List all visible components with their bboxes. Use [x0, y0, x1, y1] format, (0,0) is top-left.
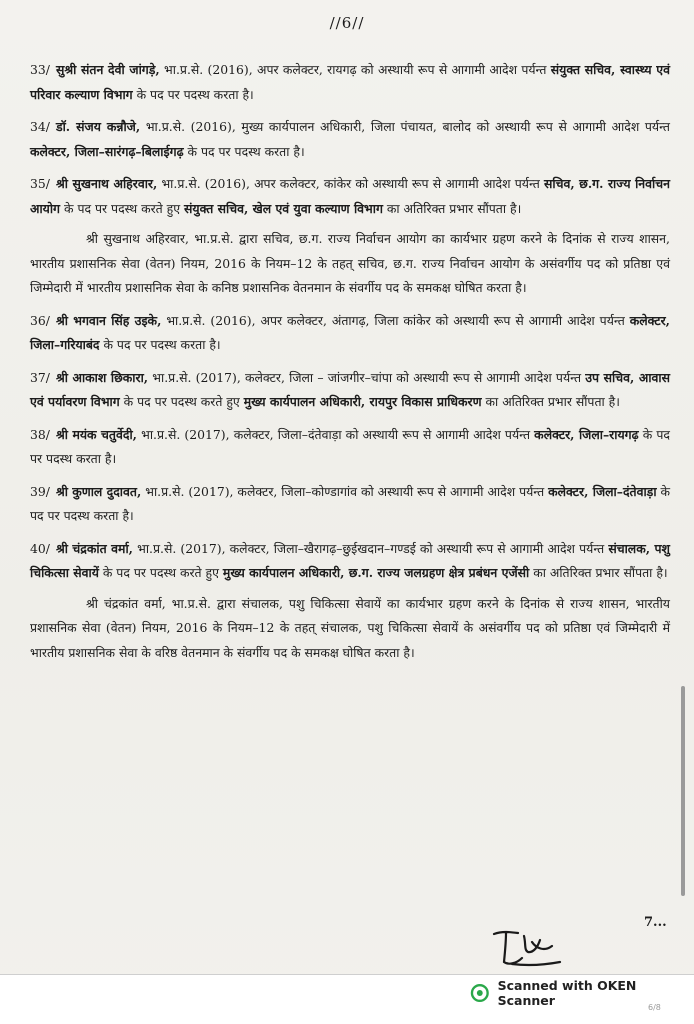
page-number-header: //6//: [329, 14, 365, 32]
item-number: 37/: [30, 369, 50, 385]
scroll-indicator: [681, 686, 685, 896]
scanner-label: Scanned with OKEN Scanner: [497, 978, 637, 1008]
item-number: 33/: [30, 62, 50, 77]
item-text-tail: के पद पर पदस्थ करता है।: [132, 86, 254, 102]
additional-charge: मुख्य कार्यपालन अधिकारी, छ.ग. राज्य जलग्रहण क्षेत्र प्रबंधन एजेंसी: [222, 565, 530, 580]
officer-name: श्री कुणाल दुदावत,: [55, 483, 142, 499]
order-item-38: [30, 423, 670, 472]
item-text-mid: के पद पर पदस्थ करते हुए: [98, 565, 223, 580]
item-text: भा.प्र.से. (2017), कलेक्टर, जिला–खैरागढ़–छुईखदान–गण्डई को अस्थायी रूप से आगामी आदेश पर्यन्त: [132, 540, 609, 556]
order-item-35: [30, 172, 670, 221]
item-text: भा.प्र.से. (2017), कलेक्टर, जिला–कोण्डागांव को अस्थायी रूप से आगामी आदेश पर्यन्त: [141, 483, 549, 499]
continued-page-marker: 7...: [644, 915, 667, 930]
item-text: भा.प्र.से. (2016), मुख्य कार्यपालन अधिकारी, जिला पंचायत, बालोद को अस्थायी रूप से आगामी आदेश पर्यन्त: [140, 119, 670, 134]
item-text-tail: के पद पर पदस्थ करता है।: [183, 143, 305, 159]
item-text: भा.प्र.से. (2016), अपर कलेक्टर, कांकेर को अस्थायी रूप से आगामी आदेश पर्यन्त: [157, 176, 544, 191]
posting-designation: कलेक्टर, जिला–रायगढ़: [534, 426, 639, 442]
item-text-tail: का अतिरिक्त प्रभार सौंपता है।: [382, 200, 522, 216]
item-text-tail: के पद पर पदस्थ करता है।: [30, 483, 670, 523]
scan-page-count: 6/8: [648, 1003, 661, 1012]
officer-name: सुश्री संतन देवी जांगड़े,: [55, 62, 160, 77]
order-body: [30, 58, 670, 673]
order-item-37: [30, 366, 670, 415]
officer-name: श्री मयंक चतुर्वेदी,: [55, 426, 137, 442]
item-number: 36/: [30, 312, 50, 328]
item-text-tail: के पद पर पदस्थ करता है।: [99, 337, 221, 352]
order-item-39: [30, 480, 670, 529]
item-text: भा.प्र.से. (2016), अपर कलेक्टर, रायगढ़ को अस्थायी रूप से आगामी आदेश पर्यन्त: [159, 62, 551, 77]
order-item-34: [30, 115, 670, 164]
item-text: भा.प्र.से. (2016), अपर कलेक्टर, अंतागढ़, जिला कांकेर को अस्थायी रूप से आगामी आदेश पर्यन्त: [161, 312, 630, 328]
order-item-40: [30, 537, 670, 586]
item-text: भा.प्र.से. (2017), कलेक्टर, जिला–दंतेवाड़ा को अस्थायी रूप से आगामी आदेश पर्यन्त: [137, 426, 535, 442]
order-item-35-note: श्री सुखनाथ अहिरवार, भा.प्र.से. द्वारा सचिव, छ.ग. राज्य निर्वाचन आयोग का कार्यभार ग्रहण करने के दिनांक से राज्य शासन, भारतीय प्रशासनिक सेवा (वेतन) नियम, 2016 के नियम–12 के तहत् सचिव, छ.ग. राज्य निर्वाचन आयोग के असंवर्गीय पद को प्रतिष्ठा एवं जिम्मेदारी में भारतीय प्रशासनिक सेवा के कनिष्ठ प्रशासनिक वेतनमान के संवर्गीय पद के समकक्ष घोषित करता है।: [30, 231, 670, 295]
item-text: भा.प्र.से. (2017), कलेक्टर, जिला – जांजगीर–चांपा को अस्थायी रूप से आगामी आदेश पर्यन्त: [148, 369, 586, 385]
officer-name: श्री चंद्रकांत वर्मा,: [55, 540, 133, 556]
item-number: 35/: [30, 176, 50, 191]
item-text-mid: के पद पर पदस्थ करते हुए: [119, 394, 244, 409]
signature-mark: [488, 922, 568, 968]
order-item-33: [30, 58, 670, 107]
item-number: 40/: [30, 540, 50, 556]
item-text-tail: का अतिरिक्त प्रभार सौंपता है।: [481, 394, 620, 409]
additional-charge: संयुक्त सचिव, खेल एवं युवा कल्याण विभाग: [184, 200, 383, 216]
posting-designation: उप सचिव, आवास एवं पर्यावरण विभाग: [30, 369, 670, 409]
order-item-36: [30, 309, 670, 358]
item-text-mid: के पद पर पदस्थ करते हुए: [60, 200, 185, 216]
officer-name: डॉ. संजय कन्नौजे,: [55, 119, 141, 134]
posting-designation: संयुक्त सचिव, स्वास्थ्य एवं परिवार कल्याण विभाग: [30, 62, 670, 102]
item-number: 39/: [30, 483, 50, 499]
officer-name: श्री आकाश छिकारा,: [55, 369, 149, 385]
item-text-tail: का अतिरिक्त प्रभार सौंपता है।: [529, 565, 668, 580]
item-number: 34/: [30, 119, 50, 134]
oken-scanner-icon: [470, 983, 490, 1003]
order-item-40-note: श्री चंद्रकांत वर्मा, भा.प्र.से. द्वारा संचालक, पशु चिकित्सा सेवायें का कार्यभार ग्रहण करने के दिनांक से राज्य शासन, भारतीय प्रशासनिक सेवा (वेतन) नियम, 2016 के नियम–12 के तहत् संचालक, पशु चिकित्सा सेवायें के असंवर्गीय पद को प्रतिष्ठा एवं जिम्मेदारी में भारतीय प्रशासनिक सेवा के वरिष्ठ वेतनमान के संवर्गीय पद के समकक्ष घोषित करता है।: [30, 595, 670, 660]
officer-name: श्री भगवान सिंह उइके,: [55, 312, 162, 328]
officer-name: श्री सुखनाथ अहिरवार,: [55, 176, 158, 191]
item-text-tail: के पद पर पदस्थ करता है।: [30, 426, 671, 466]
posting-designation: संचालक, पशु चिकित्सा सेवायें: [30, 540, 670, 580]
additional-charge: मुख्य कार्यपालन अधिकारी, रायपुर विकास प्राधिकरण: [243, 394, 482, 409]
posting-designation: कलेक्टर, जिला–गरियाबंद: [30, 312, 670, 352]
posting-designation: कलेक्टर, जिला–सारंगढ़–बिलाईगढ़: [30, 143, 184, 159]
posting-designation: सचिव, छ.ग. राज्य निर्वाचन आयोग: [30, 176, 670, 216]
item-number: 38/: [30, 426, 50, 442]
posting-designation: कलेक्टर, जिला–दंतेवाड़ा: [548, 483, 657, 499]
